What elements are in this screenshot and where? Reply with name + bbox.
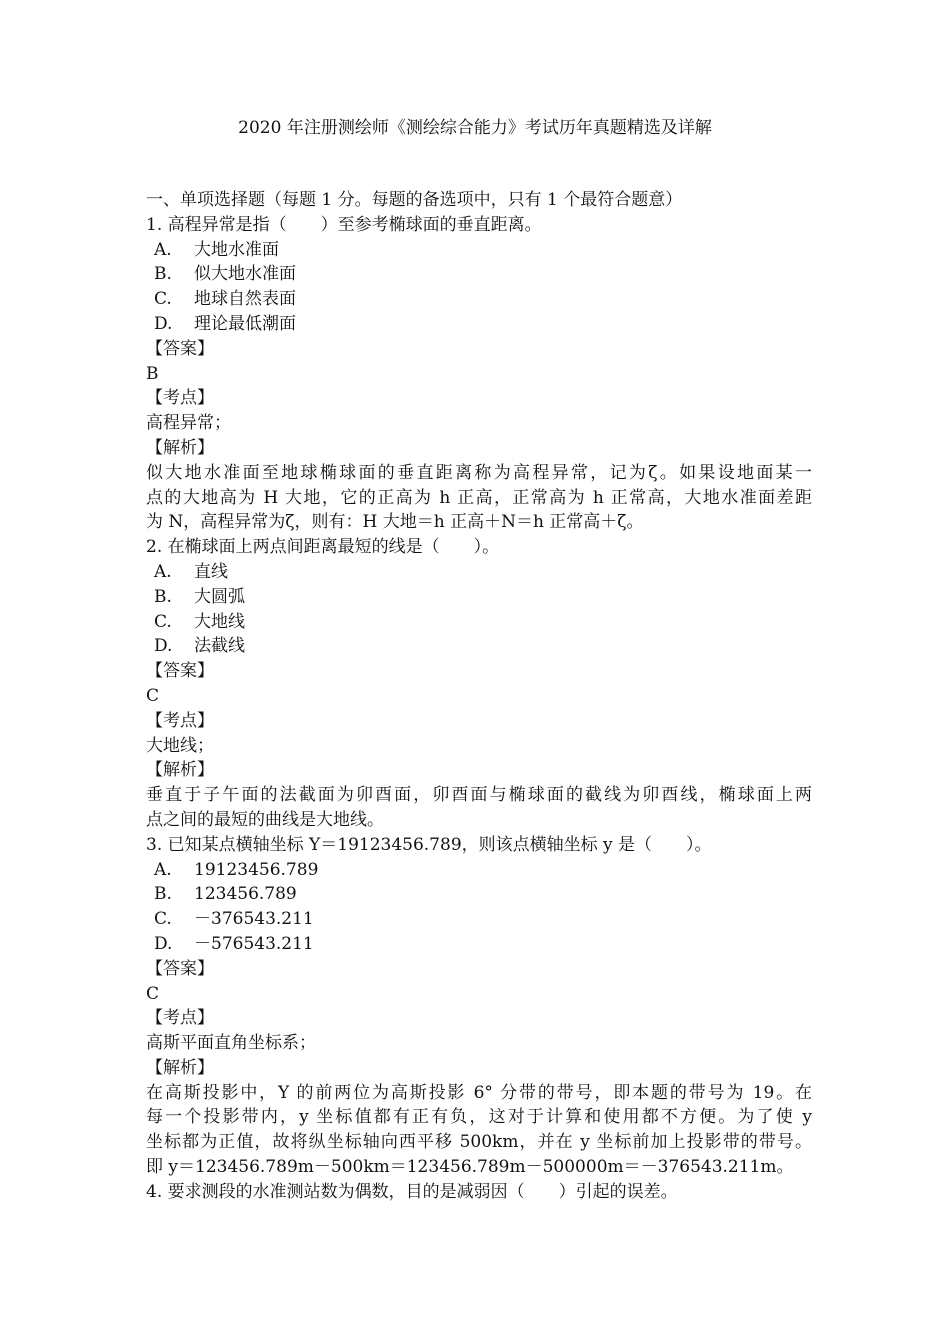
analysis-line: 即 y＝123456.789m－500km＝123456.789m－500000m＝－376543.211m。 <box>146 1157 794 1178</box>
document-body <box>146 188 812 1205</box>
analysis-line: 垂直于子午面的法截面为卯酉面，卯酉面与椭球面的截线为卯酉线，椭球面上两 <box>146 785 812 806</box>
analysis-label: 【解析】 <box>146 760 214 781</box>
option-letter: D. <box>154 933 173 954</box>
analysis-line: 点的大地高为 H 大地，它的正高为 h 正高，正常高为 h 正常高，大地水准面差距 <box>146 487 812 508</box>
option-letter: A. <box>154 561 172 582</box>
analysis-line: 点之间的最短的曲线是大地线。 <box>146 809 384 830</box>
question-stem: 1. 高程异常是指（ ）至参考椭球面的垂直距离。 <box>146 214 542 235</box>
question-block <box>146 535 812 833</box>
analysis-label: 【解析】 <box>146 437 214 458</box>
option-letter: C. <box>154 909 172 930</box>
option-text: 法截线 <box>194 636 245 657</box>
option-text: 理论最低潮面 <box>194 313 296 334</box>
option-letter: A. <box>154 859 172 880</box>
option-letter: D. <box>154 636 173 657</box>
option-text: 大圆弧 <box>194 586 245 607</box>
option-text: 似大地水准面 <box>194 264 296 285</box>
option-item <box>146 312 812 337</box>
point-value: 大地线； <box>146 735 214 756</box>
option-text: 直线 <box>194 561 228 582</box>
question-block <box>146 833 812 1180</box>
option-item <box>146 932 812 957</box>
question-stem: 4. 要求测段的水准测站数为偶数，目的是减弱因（ ）引起的误差。 <box>146 1181 678 1202</box>
answer-value: C <box>146 685 160 706</box>
option-text: 大地水准面 <box>194 239 279 260</box>
answer-label: 【答案】 <box>146 661 214 682</box>
answer-label: 【答案】 <box>146 338 214 359</box>
option-letter: A. <box>154 239 172 260</box>
option-item <box>146 585 812 610</box>
option-letter: B. <box>154 884 172 905</box>
point-value: 高斯平面直角坐标系； <box>146 1033 316 1054</box>
option-item <box>146 858 812 883</box>
option-item <box>146 238 812 263</box>
option-item <box>146 560 812 585</box>
section-heading: 一、单项选择题（每题 1 分。每题的备选项中，只有 1 个最符合题意） <box>146 190 683 210</box>
answer-value: C <box>146 983 160 1004</box>
analysis-line: 为 N，高程异常为ζ，则有：H 大地＝h 正高＋N＝h 正常高＋ζ。 <box>146 512 644 533</box>
option-letter: C. <box>154 611 172 632</box>
option-letter: D. <box>154 313 173 334</box>
option-letter: B. <box>154 586 172 607</box>
answer-label: 【答案】 <box>146 958 214 979</box>
analysis-line: 似大地水准面至地球椭球面的垂直距离称为高程异常，记为ζ。如果设地面某一 <box>146 462 812 483</box>
option-item <box>146 610 812 635</box>
option-text: 123456.789 <box>194 884 297 905</box>
question-block <box>146 1180 812 1205</box>
analysis-line: 每一个投影带内，y 坐标值都有正有负，这对于计算和使用都不方便。为了使 y <box>146 1107 812 1128</box>
point-label: 【考点】 <box>146 388 214 409</box>
analysis-line: 在高斯投影中，Y 的前两位为高斯投影 6° 分带的带号，即本题的带号为 19。在 <box>146 1082 812 1103</box>
option-item <box>146 634 812 659</box>
option-letter: B. <box>154 264 172 285</box>
point-label: 【考点】 <box>146 710 214 731</box>
document-title: 2020 年注册测绘师《测绘综合能力》考试历年真题精选及详解 <box>238 118 712 138</box>
option-item <box>146 882 812 907</box>
analysis-line: 坐标都为正值，故将纵坐标轴向西平移 500km，并在 y 坐标前加上投影带的带号。 <box>146 1132 812 1153</box>
option-text: －576543.211 <box>194 933 314 954</box>
point-value: 高程异常； <box>146 413 231 434</box>
question-stem: 2. 在椭球面上两点间距离最短的线是（ ）。 <box>146 537 500 558</box>
question-block <box>146 213 812 535</box>
option-letter: C. <box>154 289 172 310</box>
point-label: 【考点】 <box>146 1008 214 1029</box>
question-stem: 3. 已知某点横轴坐标 Y＝19123456.789，则该点横轴坐标 y 是（ ）。 <box>146 834 712 855</box>
option-item <box>146 287 812 312</box>
answer-value: B <box>146 363 159 384</box>
option-item <box>146 907 812 932</box>
option-item <box>146 262 812 287</box>
option-text: 19123456.789 <box>194 859 319 880</box>
option-text: 地球自然表面 <box>194 289 296 310</box>
option-text: 大地线 <box>194 611 245 632</box>
option-text: －376543.211 <box>194 909 314 930</box>
analysis-label: 【解析】 <box>146 1057 214 1078</box>
